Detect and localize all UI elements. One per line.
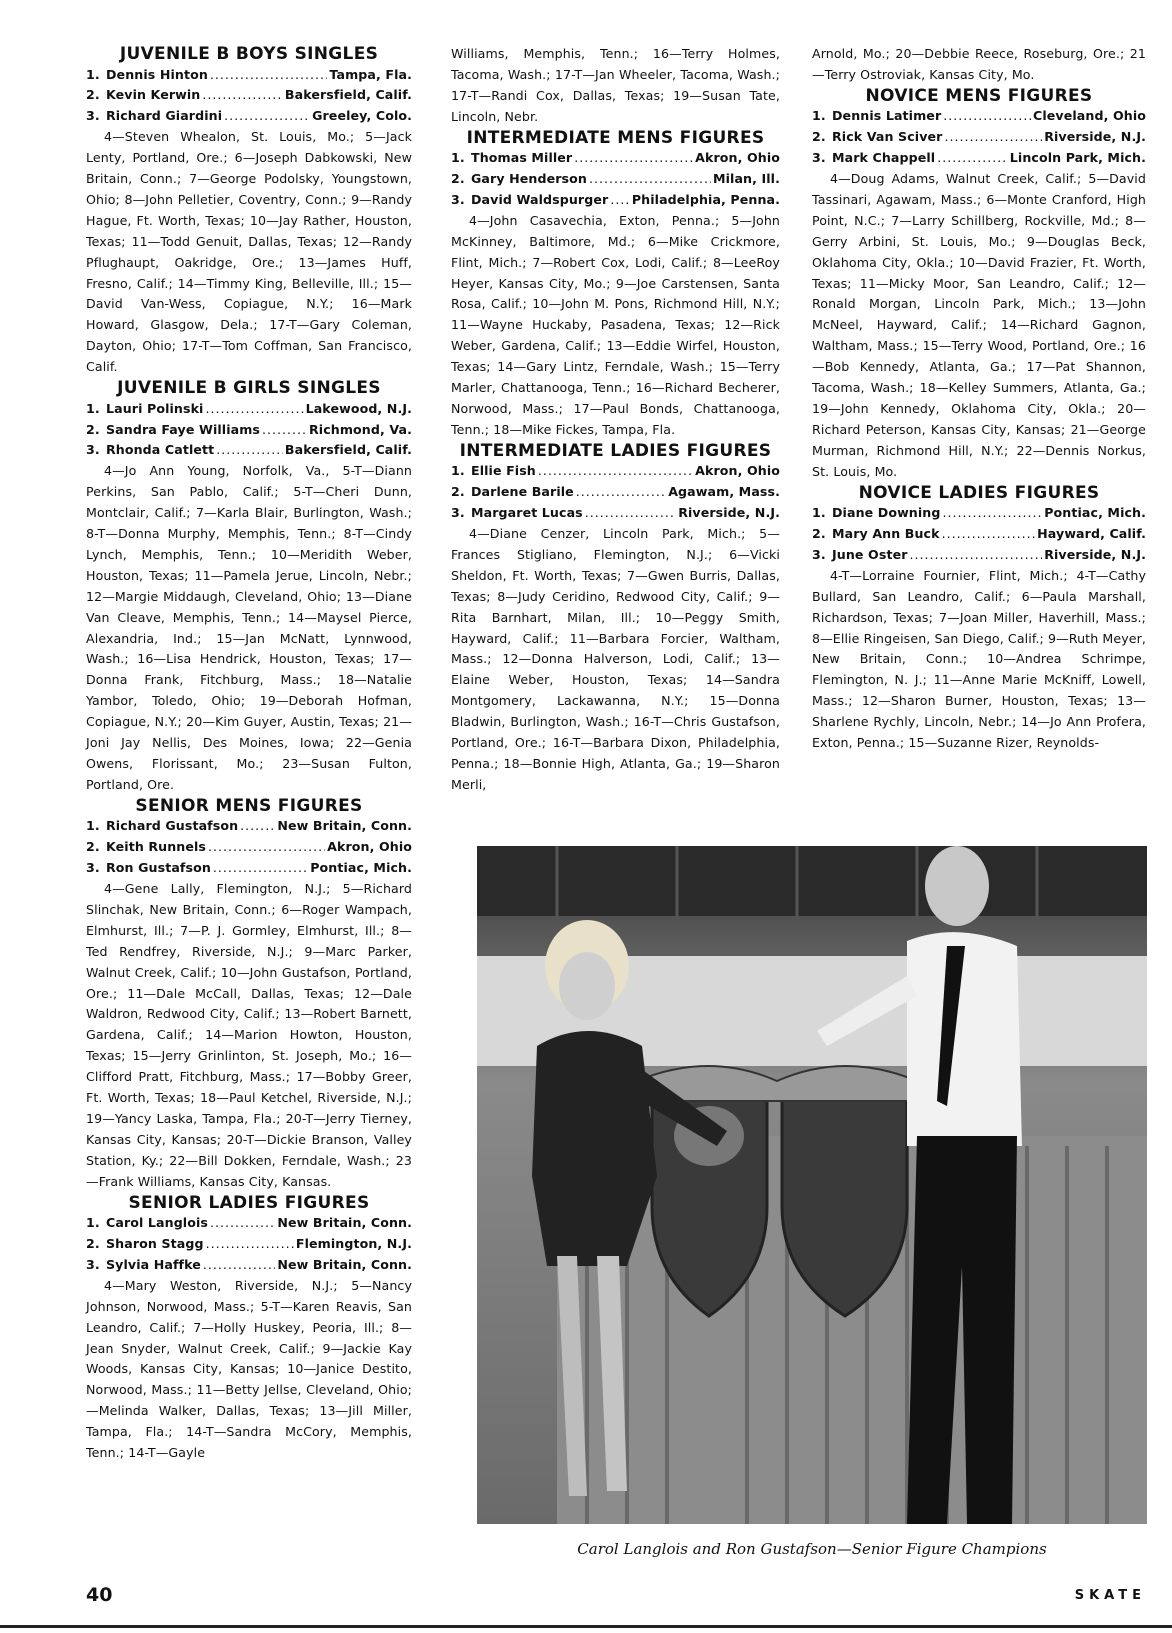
- placing-row: [812, 503, 1146, 524]
- leader-dots: [589, 169, 711, 190]
- event-heading: INTERMEDIATE MENS FIGURES: [466, 127, 765, 148]
- skater-city: Flemington, N.J.: [295, 1236, 412, 1252]
- skater-city: Pontiac, Mich.: [1044, 505, 1146, 521]
- leader-dots: [944, 127, 1042, 148]
- remaining-placings: 4—Mary Weston, Riverside, N.J.; 5—Nancy Johnson, Norwood, Mass.; 5-T—Karen Reavis, San Leandro, Calif.; 7—Holly Huskey, Peoria, Ill.; 8—Jean Snyder, Walnut Creek, Calif.; 9—Jackie Kay Woods, Kansas City, Kansas; 10—Janice Destito, Norwood, Mass.; 11—Betty Jellse, Cleveland, Ohio;—Melinda Walker, Dallas, Texas; 13—Jill Miller, Tampa, Fla.; 14-T—Sandra McCory, Memphis, Tenn.; 14-T—Gayle: [86, 1277, 412, 1461]
- leader-dots: [943, 106, 1031, 127]
- skater-city: Riverside, N.J.: [1044, 129, 1146, 145]
- leader-dots: [942, 524, 1036, 545]
- place-number: 3.: [86, 1256, 100, 1272]
- placing-row: [86, 440, 412, 461]
- leader-dots: [216, 440, 283, 461]
- leader-dots: [224, 106, 310, 127]
- event-heading: JUVENILE B GIRLS SINGLES: [117, 378, 381, 399]
- placing-row: [86, 1213, 412, 1234]
- skater-city: Akron, Ohio: [327, 839, 412, 855]
- placing-row: [812, 524, 1146, 545]
- champions-photo: [477, 846, 1147, 1524]
- leader-dots: [210, 1213, 275, 1234]
- leader-dots: [585, 503, 676, 524]
- results-section: [451, 441, 780, 796]
- skater-name: Gary Henderson: [471, 171, 587, 187]
- placing-row: [451, 190, 780, 211]
- placing-row: [86, 858, 412, 879]
- place-number: 1.: [812, 108, 826, 124]
- skater-city: Richmond, Va.: [308, 421, 412, 437]
- skater-city: Riverside, N.J.: [1044, 546, 1146, 562]
- placing-row: [812, 148, 1146, 169]
- place-number: 1.: [86, 1215, 100, 1231]
- place-number: 3.: [86, 860, 100, 876]
- skater-city: Lakewood, N.J.: [305, 400, 412, 416]
- skater-name: Ellie Fish: [471, 463, 536, 479]
- place-number: 1.: [86, 66, 100, 82]
- skater-name: Rick Van Sciver: [832, 129, 943, 145]
- skater-city: Milan, Ill.: [712, 171, 780, 187]
- skater-name: Dennis Hinton: [106, 66, 208, 82]
- leader-dots: [576, 482, 666, 503]
- skater-city: Hayward, Calif.: [1037, 526, 1146, 542]
- leader-dots: [910, 545, 1043, 566]
- skater-name: Richard Gustafson: [106, 818, 239, 834]
- skater-city: Akron, Ohio: [695, 463, 780, 479]
- placing-row: [86, 1234, 412, 1255]
- event-heading: NOVICE LADIES FIGURES: [858, 482, 1100, 503]
- results-column-3: [812, 44, 1146, 754]
- placing-row: [451, 148, 780, 169]
- placing-row: [812, 127, 1146, 148]
- place-number: 2.: [86, 87, 100, 103]
- placing-row: [86, 85, 412, 106]
- place-number: 2.: [812, 526, 826, 542]
- place-number: 1.: [86, 400, 100, 416]
- place-number: 2.: [451, 171, 465, 187]
- remaining-placings: Arnold, Mo.; 20—Debbie Reece, Roseburg, Ore.; 21—Terry Ostroviak, Kansas City, Mo.: [812, 46, 1146, 82]
- placing-row: [86, 106, 412, 127]
- place-number: 2.: [86, 1236, 100, 1252]
- skater-city: Tampa, Fla.: [329, 66, 412, 82]
- place-number: 1.: [812, 505, 826, 521]
- results-section: [86, 378, 412, 796]
- skater-name: Sylvia Haffke: [106, 1256, 201, 1272]
- place-number: 3.: [812, 150, 826, 166]
- remaining-placings: 4—Diane Cenzer, Lincoln Park, Mich.; 5—Frances Stigliano, Flemington, N.J.; 6—Vicki Sheldon, Ft. Worth, Texas; 7—Gwen Burris, Dallas, Texas; 8—Judy Ceridino, Redwood City, Calif.; 9—Rita Barnhart, Milan, Ill.; 10—Peggy Smith, Hayward, Calif.; 11—Barbara Forcier, Waltham, Mass.; 12—Donna Halverson, Lodi, Calif.; 13—Elaine Weber, Houston, Texas; 14—Sandra Montgomery, Lackawanna, N.Y.; 15—Donna Bladwin, Burlington, Wash.; 16-T—Chris Gustafson, Portland, Ore.; 16-T—Barbara Dixon, Philadelphia, Penna.; 18—Bonnie High, Atlanta, Ga.; 19—Sharon Merli,: [451, 526, 780, 792]
- skater-name: Keith Runnels: [106, 839, 207, 855]
- place-number: 2.: [86, 839, 100, 855]
- leader-dots: [942, 503, 1042, 524]
- placing-row: [451, 503, 780, 524]
- page-number: 40: [86, 1584, 113, 1606]
- placing-row: [86, 837, 412, 858]
- skater-city: New Britain, Conn.: [277, 1215, 412, 1231]
- leader-dots: [206, 1234, 294, 1255]
- place-number: 1.: [86, 818, 100, 834]
- event-heading: SENIOR LADIES FIGURES: [128, 1192, 370, 1213]
- place-number: 2.: [812, 129, 826, 145]
- skater-name: Dennis Latimer: [832, 108, 942, 124]
- results-section: [451, 128, 780, 441]
- leader-dots: [205, 399, 303, 420]
- results-section: [86, 44, 412, 378]
- remaining-placings: 4-T—Lorraine Fournier, Flint, Mich.; 4-T—Cathy Bullard, San Leandro, Calif.; 6—Paula Marshall, Richardson, Texas; 7—Joan Miller, Haverhill, Mass.; 8—Ellie Ringeisen, San Diego, Calif.; 9—Ruth Meyer, New Britain, Conn.; 10—Andrea Schrimpe, Flemington, N. J.; 11—Anne Marie McKniff, Lowell, Mass.; 12—Sharon Burner, Houston, Texas; 13—Sharlene Rychly, Lincoln, Nebr.; 14—Jo Ann Profera, Exton, Penna.; 15—Suzanne Rizer, Reynolds-: [812, 567, 1146, 751]
- leader-dots: [208, 837, 325, 858]
- skater-name: David Waldspurger: [471, 191, 609, 207]
- skater-city: Riverside, N.J.: [678, 505, 780, 521]
- remaining-placings: 4—Steven Whealon, St. Louis, Mo.; 5—Jack Lenty, Portland, Ore.; 6—Joseph Dabkowski, New Britain, Conn.; 7—George Podolsky, Youngstown, Ohio; 8—John Pelletier, Coventry, Conn.; 9—Randy Hague, Ft. Worth, Texas; 10—Jay Rather, Houston, Texas; 11—Todd Genuit, Dallas, Texas; 12—Randy Pflughaupt, Oakridge, Ore.; 13—James Huff, Fresno, Calif.; 14—Timmy King, Belleville, Ill.; 15—David Van-Wess, Copiague, N.Y.; 16—Mark Howard, Glasgow, Dela.; 17-T—Gary Coleman, Dayton, Ohio; 17-T—Tom Coffman, San Francisco, Calif.: [86, 129, 412, 375]
- place-number: 1.: [451, 150, 465, 166]
- leader-dots: [262, 420, 307, 441]
- results-column-2: [451, 44, 780, 796]
- placing-row: [86, 399, 412, 420]
- skater-city: Akron, Ohio: [695, 150, 780, 166]
- placing-row: [812, 545, 1146, 566]
- place-number: 3.: [451, 191, 465, 207]
- skater-name: Sandra Faye Williams: [106, 421, 261, 437]
- bottom-rule: [0, 1625, 1172, 1628]
- place-number: 3.: [86, 108, 100, 124]
- place-number: 2.: [86, 421, 100, 437]
- journal-name: SKATE: [1074, 1588, 1146, 1603]
- skater-name: Richard Giardini: [106, 108, 223, 124]
- remaining-placings: Williams, Memphis, Tenn.; 16—Terry Holmes, Tacoma, Wash.; 17-T—Jan Wheeler, Tacoma, Wash.; 17-T—Randi Cox, Dallas, Texas; 19—Susan Tate, Lincoln, Nebr.: [451, 46, 780, 124]
- skater-city: Lincoln Park, Mich.: [1009, 150, 1146, 166]
- leader-dots: [937, 148, 1008, 169]
- remaining-placings: 4—John Casavechia, Exton, Penna.; 5—John McKinney, Baltimore, Md.; 6—Mike Crickmore, Flint, Mich.; 7—Robert Cox, Lodi, Calif.; 8—LeeRoy Heyer, Kansas City, Mo.; 9—Joe Carstensen, Santa Rosa, Calif.; 10—John M. Pons, Richmond Hill, N.Y.; 11—Wayne Huckaby, Pasadena, Texas; 12—Rick Weber, Gardena, Calif.; 13—Eddie Wirfel, Houston, Texas; 14—Gary Lintz, Ferndale, Wash.; 15—Terry Marler, Chattanooga, Tenn.; 16—Richard Becherer, Norwood, Mass.; 17—Paul Bonds, Chattanooga, Tenn.; 18—Mike Fickes, Tampa, Fla.: [451, 212, 780, 437]
- skater-city: Agawam, Mass.: [668, 484, 780, 500]
- leader-dots: [610, 190, 630, 211]
- placing-row: [86, 1255, 412, 1276]
- placing-row: [812, 106, 1146, 127]
- skater-name: June Oster: [832, 546, 908, 562]
- leader-dots: [240, 816, 275, 837]
- skater-city: Greeley, Colo.: [312, 108, 412, 124]
- results-section: [86, 796, 412, 1193]
- skater-name: Kevin Kerwin: [106, 87, 201, 103]
- results-section: [812, 44, 1146, 86]
- skater-name: Darlene Barile: [471, 484, 574, 500]
- leader-dots: [213, 858, 308, 879]
- results-section: [812, 483, 1146, 754]
- remaining-placings: 4—Gene Lally, Flemington, N.J.; 5—Richard Slinchak, New Britain, Conn.; 6—Roger Wampach, Elmhurst, Ill.; 7—P. J. Gormley, Elmhurst, Ill.; 8—Ted Rendfrey, Riverside, N.J.; 9—Marc Parker, Walnut Creek, Calif.; 10—John Gustafson, Portland, Ore.; 11—Dale McCall, Dallas, Texas; 12—Dale Waldron, Redwood City, Calif.; 13—Robert Barnett, Gardena, Calif.; 14—Marion Howton, Houston, Texas; 15—Jerry Grinlinton, St. Joseph, Mo.; 16—Clifford Pratt, Fitchburg, Mass.; 17—Bobby Greer, Ft. Worth, Texas; 18—Paul Ketchel, Riverside, N.J.; 19—Yancy Laska, Tampa, Fla.; 20-T—Jerry Tierney, Kansas City, Kansas; 20-T—Dickie Branson, Valley Station, Ky.; 22—Bill Dokken, Ferndale, Wash.; 23—Frank Williams, Kansas City, Kansas.: [86, 881, 412, 1189]
- skater-city: New Britain, Conn.: [277, 1256, 412, 1272]
- skater-city: Philadelphia, Penna.: [631, 191, 780, 207]
- skater-city: Bakersfield, Calif.: [284, 87, 412, 103]
- skater-city: New Britain, Conn.: [277, 818, 412, 834]
- photo-caption: Carol Langlois and Ron Gustafson—Senior Figure Champions: [577, 1540, 1047, 1558]
- place-number: 3.: [451, 505, 465, 521]
- skater-name: Carol Langlois: [106, 1215, 208, 1231]
- skater-name: Mary Ann Buck: [832, 526, 940, 542]
- placing-row: [451, 482, 780, 503]
- leader-dots: [210, 65, 328, 86]
- place-number: 3.: [86, 442, 100, 458]
- placing-row: [86, 816, 412, 837]
- skater-name: Sharon Stagg: [106, 1236, 204, 1252]
- placing-row: [451, 169, 780, 190]
- placing-row: [86, 420, 412, 441]
- event-heading: INTERMEDIATE LADIES FIGURES: [459, 440, 772, 461]
- leader-dots: [574, 148, 693, 169]
- remaining-placings: 4—Doug Adams, Walnut Creek, Calif.; 5—David Tassinari, Agawam, Mass.; 6—Monte Cranford, High Point, N.C.; 7—Larry Schillberg, Rockville, Md.; 8—Gerry Arbini, St. Louis, Mo.; 9—Douglas Beck, Oklahoma City, Okla.; 10—David Frazier, Ft. Worth, Texas; 11—Micky Moor, San Leandro, Calif.; 12—Ronald Morgan, Lincoln Park, Mich.; 13—John McNeel, Hayward, Calif.; 14—Richard Gagnon, Waltham, Mass.; 15—Terry Wood, Portland, Ore.; 16—Bob Kennedy, Atlanta, Ga.; 17—Pat Shannon, Tacoma, Wash.; 18—Kelley Summers, Atlanta, Ga.; 19—John Kennedy, Oklahoma City, Okla.; 20—Richard Peterson, Kansas City, Kansas; 21—George Murman, Richmond Hill, N.Y.; 22—Dennis Norkus, St. Louis, Mo.: [812, 171, 1146, 479]
- results-section: [812, 86, 1146, 483]
- results-column-1: [86, 44, 412, 1464]
- results-section: [86, 1193, 412, 1464]
- skater-name: Margaret Lucas: [471, 505, 583, 521]
- skater-name: Mark Chappell: [832, 150, 936, 166]
- place-number: 3.: [812, 546, 826, 562]
- event-heading: JUVENILE B BOYS SINGLES: [119, 44, 379, 64]
- event-heading: SENIOR MENS FIGURES: [135, 795, 363, 816]
- results-section: [451, 44, 780, 128]
- skater-name: Thomas Miller: [471, 150, 573, 166]
- leader-dots: [203, 1255, 276, 1276]
- skater-city: Cleveland, Ohio: [1033, 108, 1146, 124]
- placing-row: [451, 461, 780, 482]
- skater-name: Diane Downing: [832, 505, 941, 521]
- skater-name: Rhonda Catlett: [106, 442, 215, 458]
- placing-row: [86, 65, 412, 86]
- skater-city: Bakersfield, Calif.: [284, 442, 412, 458]
- photo-illustration: [477, 846, 1147, 1524]
- leader-dots: [202, 85, 283, 106]
- event-heading: NOVICE MENS FIGURES: [865, 85, 1093, 106]
- remaining-placings: 4—Jo Ann Young, Norfolk, Va., 5-T—Diann Perkins, San Pablo, Calif.; 5-T—Cheri Dunn, Montclair, Calif.; 7—Karla Blair, Burlington, Wash.; 8-T—Donna Murphy, Memphis, Tenn.; 8-T—Cindy Lynch, Memphis, Tenn.; 10—Meridith Weber, Houston, Texas; 11—Pamela Jerue, Lincoln, Nebr.; 12—Margie Middaugh, Cleveland, Ohio; 13—Diane Van Cleave, Memphis, Tenn.; 14—Maysel Pierce, Alexandria, Ind.; 15—Jan McNatt, Lynnwood, Wash.; 16—Lisa Hendrick, Houston, Texas; 17—Donna Frank, Fitchburg, Mass.; 18—Natalie Yambor, Toledo, Ohio; 19—Deborah Hofman, Copiague, N.Y.; 20—Kim Guyer, Austin, Texas; 21—Joni Jay Nellis, Des Moines, Iowa; 22—Genia Owens, Florissant, Mo.; 23—Susan Fulton, Portland, Ore.: [86, 463, 412, 792]
- skater-name: Ron Gustafson: [106, 860, 211, 876]
- leader-dots: [538, 461, 693, 482]
- place-number: 2.: [451, 484, 465, 500]
- place-number: 1.: [451, 463, 465, 479]
- skater-name: Lauri Polinski: [106, 400, 204, 416]
- skater-city: Pontiac, Mich.: [310, 860, 412, 876]
